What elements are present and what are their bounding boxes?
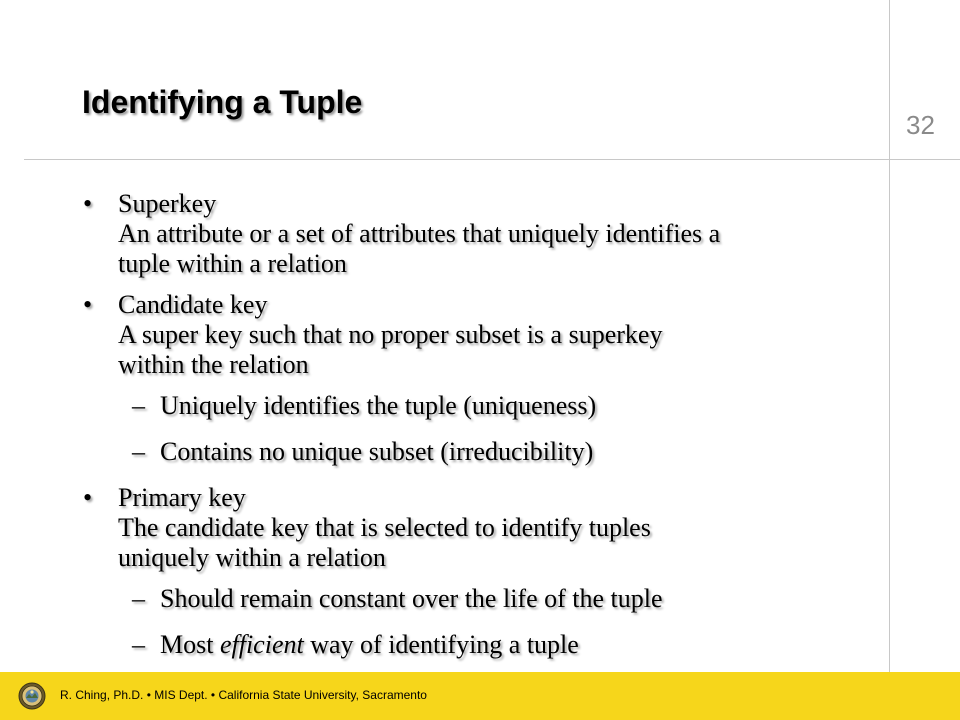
definition-line: within the relation: [118, 350, 309, 379]
definition-line: uniquely within a relation: [118, 543, 386, 572]
bullet-candidate-key: [80, 290, 880, 380]
sub-item-uniqueness: [80, 391, 880, 421]
bullet-primary-key: [80, 483, 880, 573]
emphasis-efficient: efficient: [219, 630, 304, 659]
sub-item-efficient: [80, 630, 880, 660]
dash-marker: –: [132, 584, 145, 613]
footer-text: R. Ching, Ph.D. • MIS Dept. • California State University, Sacramento: [60, 688, 427, 702]
footer-bar: [0, 672, 960, 720]
sub-item-text: Uniquely identifies the tuple (uniqueness): [160, 391, 597, 420]
sub-item-text-before: Most: [160, 630, 220, 659]
sub-item-text: Contains no unique subset (irreducibility): [160, 437, 594, 466]
sub-item-text-after: way of identifying a tuple: [303, 630, 579, 659]
term-candidate-key: Candidate key: [118, 290, 268, 319]
definition-line: A super key such that no proper subset is a superkey: [118, 320, 663, 349]
dash-marker: –: [132, 437, 145, 466]
dash-marker: –: [132, 391, 145, 420]
horizontal-rule: [24, 159, 960, 160]
bullet-marker: •: [83, 483, 93, 512]
bullet-marker: •: [83, 189, 93, 218]
definition-line: tuple within a relation: [118, 249, 347, 278]
term-superkey: Superkey: [118, 189, 217, 218]
vertical-rule: [889, 0, 890, 672]
bullet-superkey: [80, 189, 880, 279]
slide-content: [80, 189, 880, 676]
bullet-marker: •: [83, 290, 93, 319]
sub-item-irreducibility: [80, 437, 880, 467]
sub-item-constant: [80, 584, 880, 614]
sub-item-text: Should remain constant over the life of the tuple: [160, 584, 663, 613]
university-seal-icon: [18, 682, 46, 710]
dash-marker: –: [132, 630, 145, 659]
term-primary-key: Primary key: [118, 483, 246, 512]
slide-title: Identifying a Tuple: [82, 84, 363, 120]
definition-line: The candidate key that is selected to identify tuples: [118, 513, 651, 542]
definition-line: An attribute or a set of attributes that uniquely identifies a: [118, 219, 721, 248]
page-number: 32: [906, 110, 935, 140]
